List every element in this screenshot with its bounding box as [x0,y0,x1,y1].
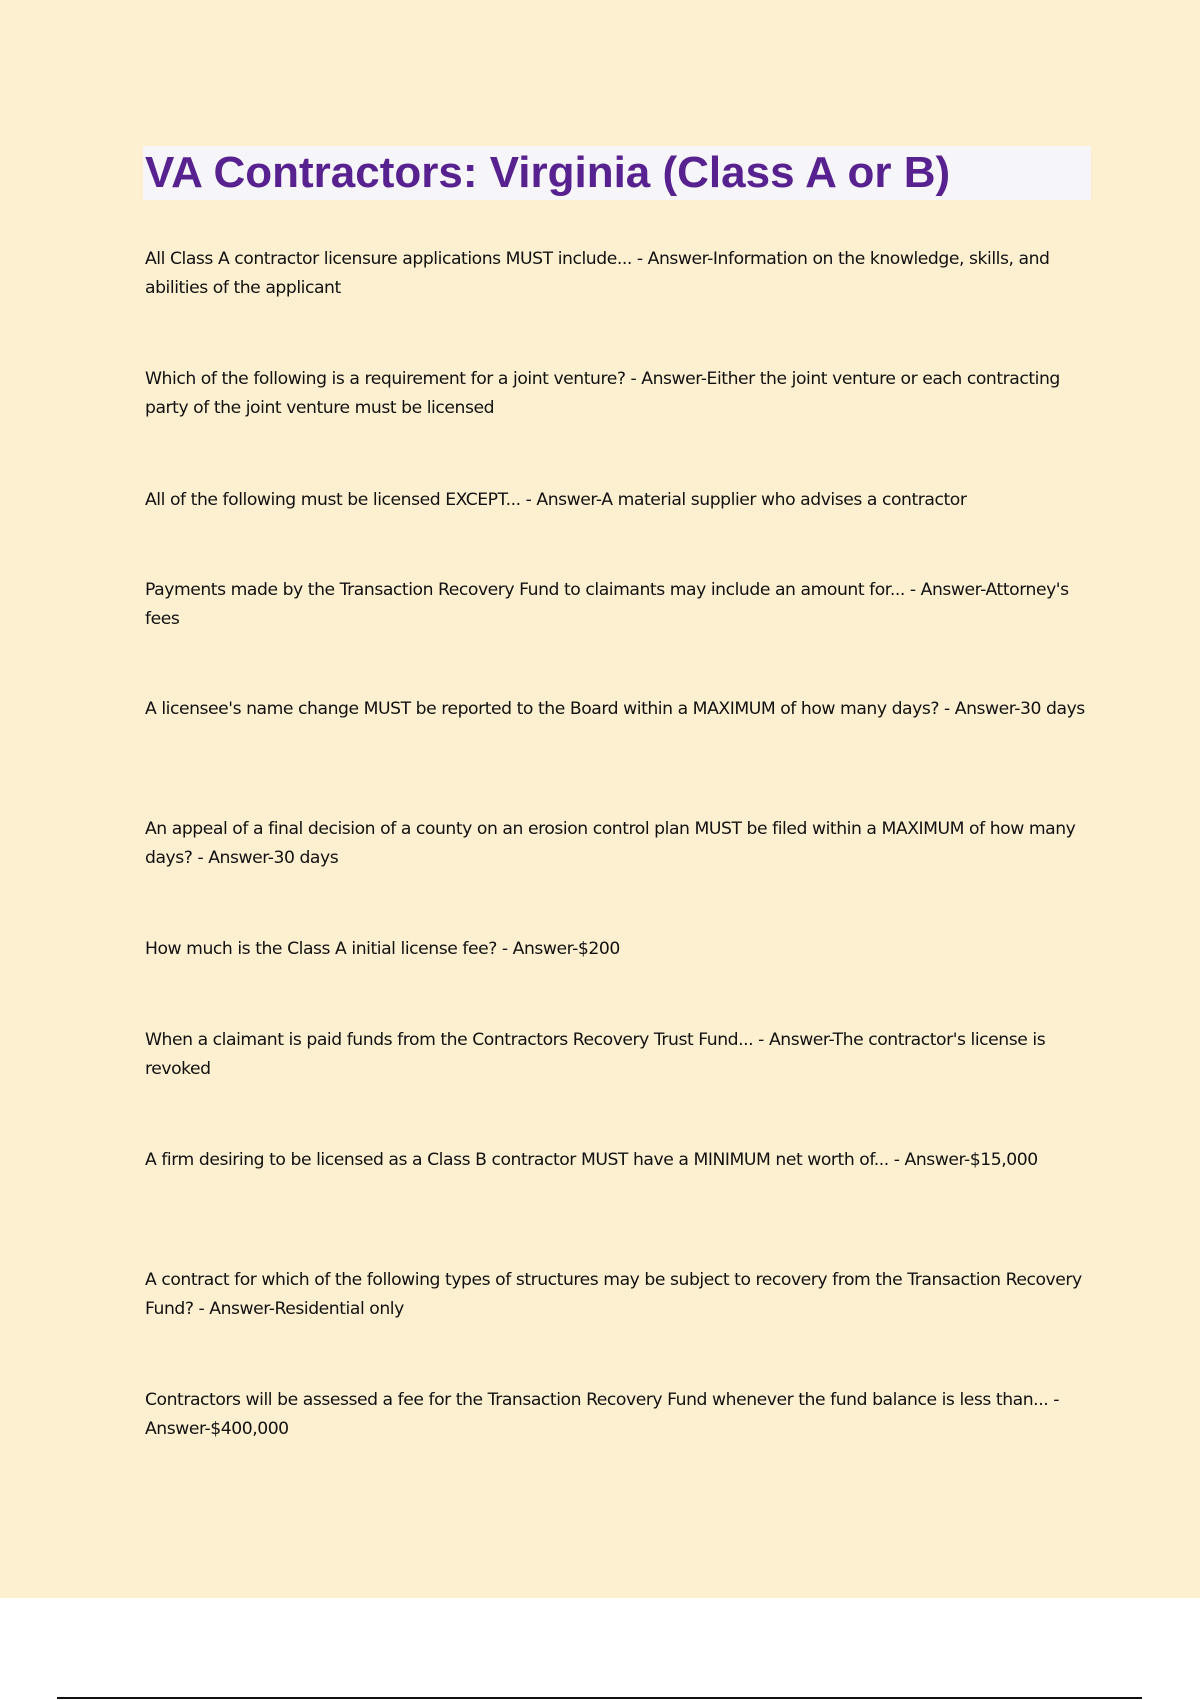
qa-item-8: When a claimant is paid funds from the Contractors Recovery Trust Fund... - Answer-The contractor's license is revoked [145,1030,1046,1079]
qa-item-1: All Class A contractor licensure applications MUST include... - Answer-Information on the knowledge, skills, and abilities of the applicant [145,249,1050,298]
qa-item-11: Contractors will be assessed a fee for the Transaction Recovery Fund whenever the fund balance is less than... - Answer-$400,000 [145,1390,1059,1439]
qa-item-3: All of the following must be licensed EXCEPT... - Answer-A material supplier who advises a contractor [145,490,967,510]
qa-item-2: Which of the following is a requirement for a joint venture? - Answer-Either the joint venture or each contracting party of the joint venture must be licensed [145,369,1060,418]
qa-item-6: An appeal of a final decision of a county on an erosion control plan MUST be filed within a MAXIMUM of how many days? - Answer-30 days [145,819,1076,868]
document-title: VA Contractors: Virginia (Class A or B) [145,148,951,197]
qa-item-5: A licensee's name change MUST be reported to the Board within a MAXIMUM of how many days? - Answer-30 days [145,699,1085,719]
footer-rule [57,1697,1142,1699]
qa-item-9: A firm desiring to be licensed as a Class B contractor MUST have a MINIMUM net worth of... - Answer-$15,000 [145,1150,1038,1170]
qa-item-10: A contract for which of the following types of structures may be subject to recovery from the Transaction Recovery Fund? - Answer-Residential only [145,1270,1082,1319]
qa-item-4: Payments made by the Transaction Recovery Fund to claimants may include an amount for... - Answer-Attorney's fees [145,580,1069,629]
qa-item-7: How much is the Class A initial license fee? - Answer-$200 [145,939,620,959]
